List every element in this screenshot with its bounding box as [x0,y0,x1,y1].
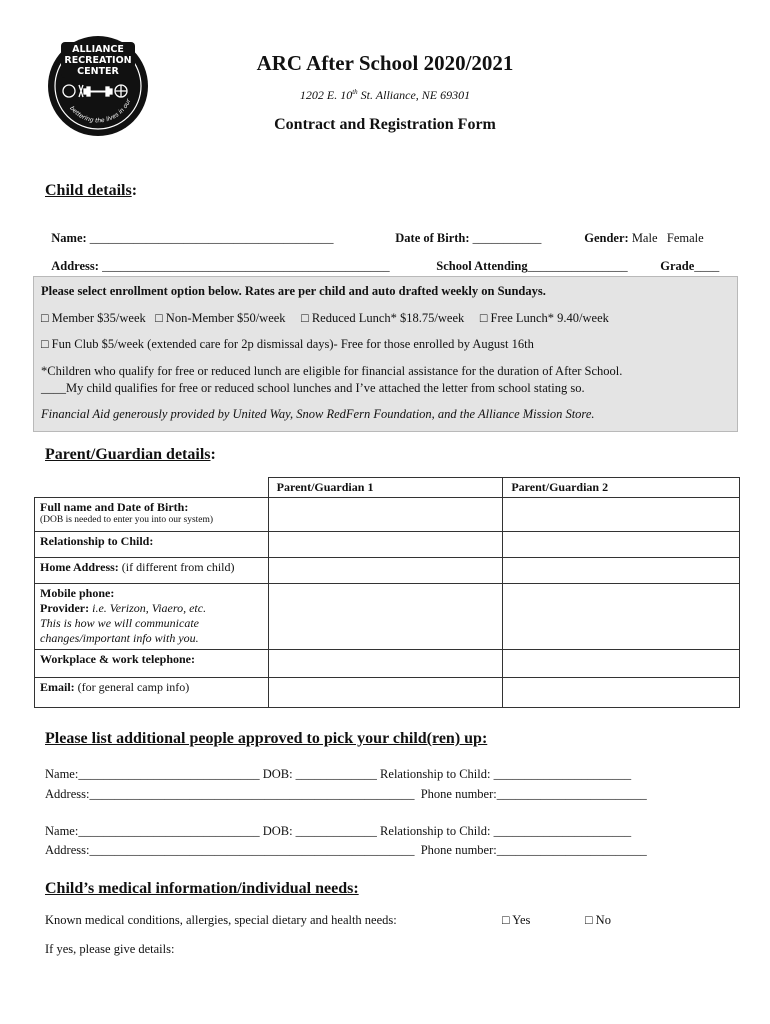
guardian-table [34,477,740,708]
mobile-phone-label: Mobile phone: [40,586,115,600]
guardian-heading-colon: : [210,446,216,463]
logo-ring-text: bettering the lives in our [68,98,133,125]
financial-aid-sponsors: Financial Aid generously provided by United Way, Snow RedFern Foundation, and the Alliance Mission Store. [41,407,595,421]
guardian-2-header: Parent/Guardian 2 [503,478,740,498]
financial-assistance-note: *Children who qualify for free or reduced lunch are eligible for financial assistance for the duration of After School. [41,364,623,378]
child-details-heading [45,182,137,200]
school-attending-label: School Attending [436,259,528,273]
grade-label: Grade [660,259,695,273]
enrollment-options-box [33,276,738,432]
row-label-home-address [35,558,269,584]
address-superscript: th [352,88,358,96]
relationship-label: Relationship to Child: [35,532,269,558]
school-attending-field[interactable] [430,244,628,274]
medical-yes-checkbox[interactable]: □ Yes [502,913,531,927]
school-attending-blank[interactable]: ________________ [527,259,628,273]
guardian-1-header: Parent/Guardian 1 [268,478,503,498]
row-label-full-name [35,498,269,532]
provider-label: Provider: [40,601,90,615]
medical-heading: Child’s medical information/individual needs: [45,880,359,897]
child-name-blank[interactable]: _______________________________________ [86,231,334,245]
page-title: ARC After School 2020/2021 [256,51,514,75]
guardian-1-mobile-cell[interactable] [268,584,503,650]
guardian-table-corner [35,478,269,498]
address-prefix: 1202 E. 10 [299,88,353,102]
guardian-1-workplace-cell[interactable] [268,650,503,678]
table-row [35,650,740,678]
medical-no-checkbox[interactable]: □ No [585,913,611,927]
child-name-field[interactable] [45,216,334,246]
child-dob-label: Date of Birth: [395,231,470,245]
center-address [0,88,770,103]
pickup-1-name-line[interactable]: Name:_____________________________ DOB: _____________ Relationship to Child: ______________________ [45,767,632,781]
guardian-details-heading [45,446,216,464]
medical-conditions-question: Known medical conditions, allergies, special dietary and health needs: [45,913,397,927]
guardian-2-home-address-cell[interactable] [503,558,740,584]
child-details-heading-colon: : [131,182,138,199]
table-row [35,498,740,532]
full-name-dob-label: Full name and Date of Birth: [40,500,189,514]
child-name-label: Name: [51,231,87,245]
fun-club-option[interactable]: □ Fun Club $5/week (extended care for 2p dismissal days)- Free for those enrolled by August 16th [41,337,534,351]
row-label-email [35,678,269,708]
provider-communication-note: This is how we will communicate changes/important info with you. [40,616,199,645]
medical-details-prompt: If yes, please give details: [45,942,175,956]
row-label-mobile-phone [35,584,269,650]
child-gender-field[interactable] [578,216,704,246]
logo-text-alliance: ALLIANCE [72,44,124,55]
grade-field[interactable] [654,244,719,274]
table-row [35,584,740,650]
child-address-blank[interactable]: ______________________________________________ [98,259,390,273]
provider-example: i.e. Verizon, Viaero, etc. [89,601,207,615]
guardian-1-home-address-cell[interactable] [268,558,503,584]
guardian-2-mobile-cell[interactable] [503,584,740,650]
enrollment-rate-options[interactable]: □ Member $35/week □ Non-Member $50/week □ Reduced Lunch* $18.75/week □ Free Lunch* 9.40/week [41,311,609,325]
guardian-1-full-name-cell[interactable] [268,498,503,532]
pickup-2-name-line[interactable]: Name:_____________________________ DOB: _____________ Relationship to Child: ______________________ [45,824,632,838]
lunch-qualification-line[interactable]: ____My child qualifies for free or reduced school lunches and I’ve attached the letter from school stating so. [41,381,585,395]
guardian-1-email-cell[interactable] [268,678,503,708]
child-gender-label: Gender: [584,231,629,245]
email-label: Email: [40,680,75,694]
table-row [35,532,740,558]
child-address-label: Address: [51,259,99,273]
guardian-2-full-name-cell[interactable] [503,498,740,532]
home-address-note: (if different from child) [118,560,235,574]
enrollment-heading: Please select enrollment option below. Rates are per child and auto drafted weekly on Sundays. [41,284,546,298]
email-note: (for general camp info) [74,680,190,694]
child-gender-options[interactable]: Male Female [628,231,704,245]
form-subtitle: Contract and Registration Form [274,116,496,133]
guardian-2-workplace-cell[interactable] [503,650,740,678]
workplace-label: Workplace & work telephone: [35,650,269,678]
guardian-heading-text: Parent/Guardian details [45,446,211,463]
guardian-2-email-cell[interactable] [503,678,740,708]
child-details-heading-text: Child details [45,182,132,199]
grade-blank[interactable]: ____ [694,259,720,273]
child-dob-field[interactable] [389,216,541,246]
pickup-2-address-line[interactable]: Address:____________________________________________________ Phone number:________________________ [45,843,647,857]
pickup-heading: Please list additional people approved to pick your child(ren) up: [45,730,488,747]
child-address-field[interactable] [45,244,390,274]
pickup-1-address-line[interactable]: Address:____________________________________________________ Phone number:________________________ [45,787,647,801]
guardian-2-relationship-cell[interactable] [503,532,740,558]
full-name-dob-note: (DOB is needed to enter you into our system) [40,515,214,525]
table-row [35,558,740,584]
address-suffix: St. Alliance, NE 69301 [357,88,471,102]
logo-text-center: CENTER [77,66,119,77]
table-row [35,678,740,708]
child-dob-blank[interactable]: ___________ [469,231,542,245]
guardian-table-header-row [35,478,740,498]
home-address-label: Home Address: [40,560,119,574]
guardian-1-relationship-cell[interactable] [268,532,503,558]
logo-text-recreation: RECREATION [64,55,132,66]
